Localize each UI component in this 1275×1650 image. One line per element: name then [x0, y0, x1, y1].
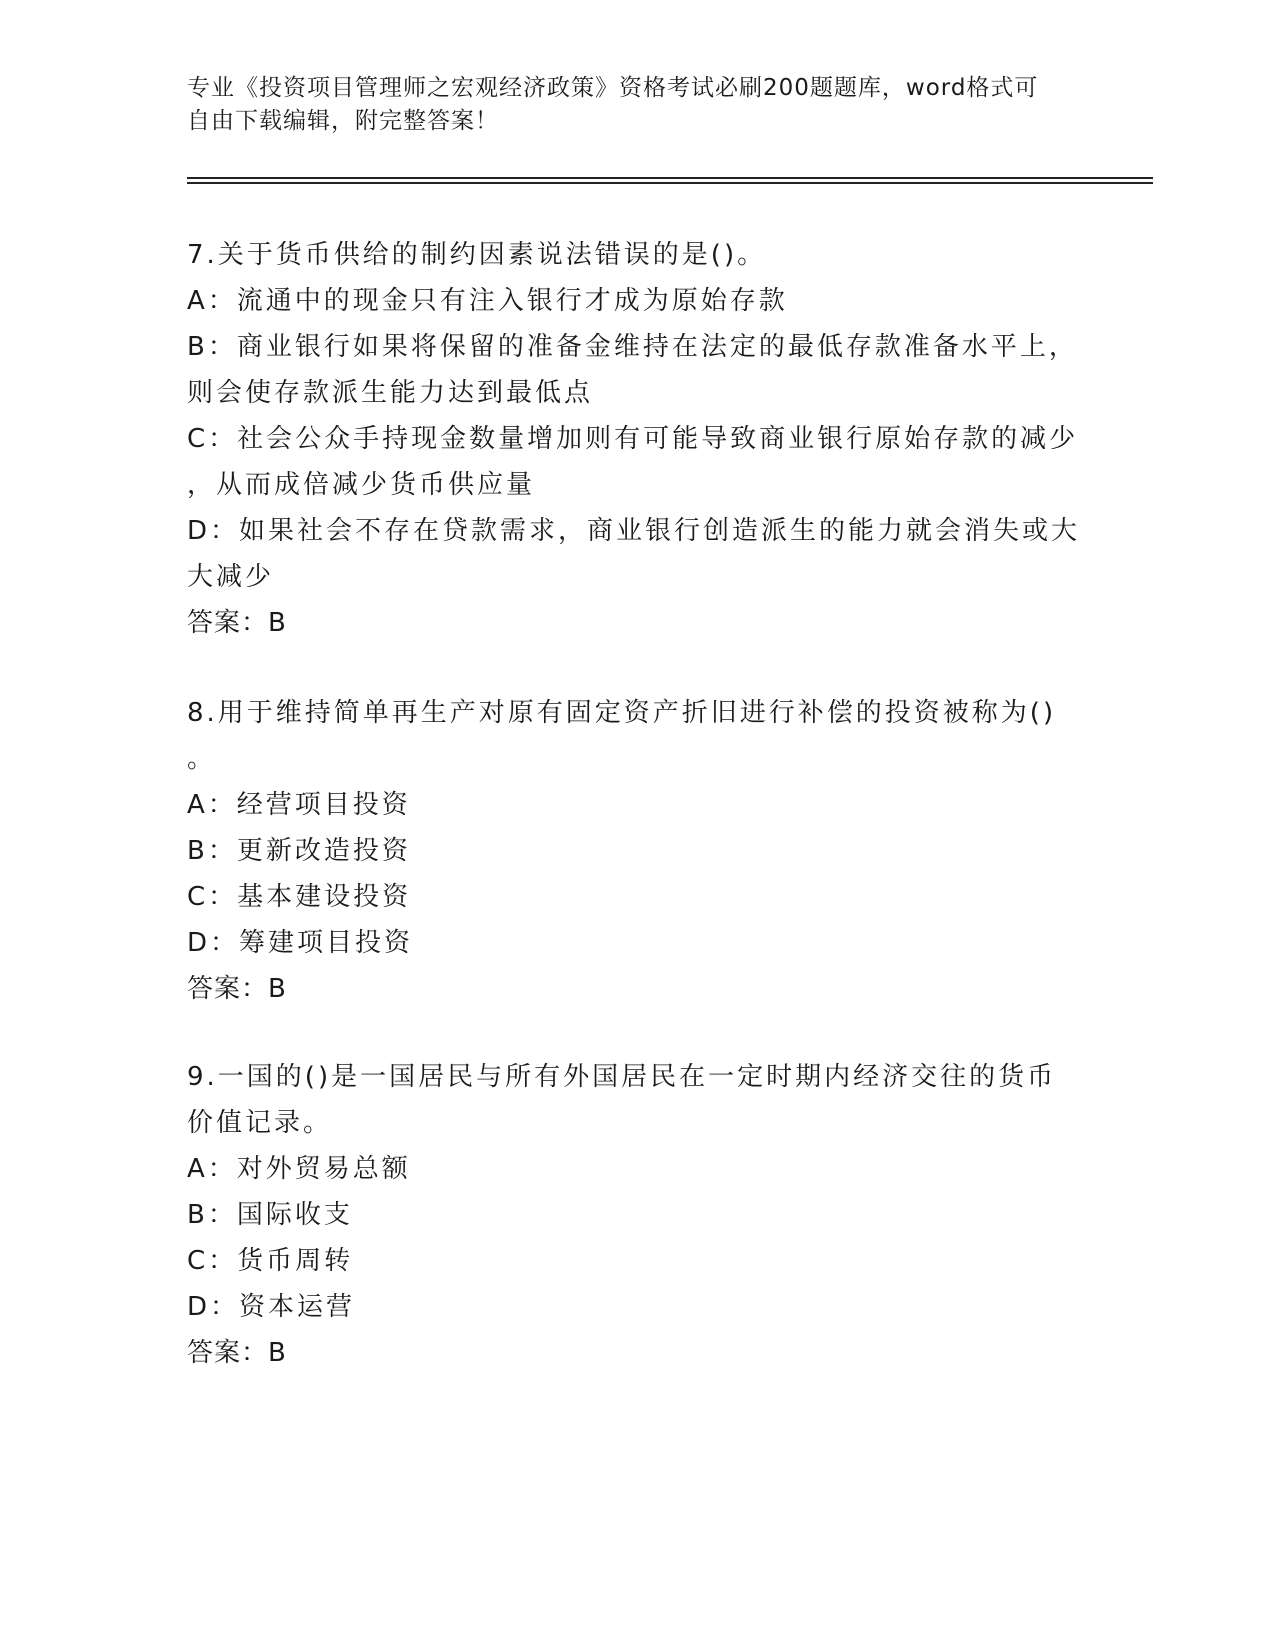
option-c: C：社会公众手持现金数量增加则有可能导致商业银行原始存款的减少 — [187, 424, 1079, 454]
answer-label: 答案：B — [187, 608, 287, 638]
option-d: D：筹建项目投资 — [187, 928, 414, 958]
document-header — [187, 72, 1087, 138]
question-8 — [187, 690, 1087, 1012]
option-b: B：更新改造投资 — [187, 836, 411, 866]
option-c: C：货币周转 — [187, 1246, 354, 1276]
option-a: A：流通中的现金只有注入银行才成为原始存款 — [187, 286, 788, 316]
option-d: D：如果社会不存在贷款需求，商业银行创造派生的能力就会消失或大 — [187, 516, 1081, 546]
option-c: C：基本建设投资 — [187, 882, 412, 912]
question-stem: 8.用于维持简单再生产对原有固定资产折旧进行补偿的投资被称为() — [187, 698, 1057, 728]
question-stem: 9.一国的()是一国居民与所有外国居民在一定时期内经济交往的货币 — [187, 1062, 1057, 1092]
question-stem-continued: 价值记录。 — [187, 1108, 333, 1138]
header-divider-bottom — [187, 182, 1153, 184]
option-d-continued: 大减少 — [187, 562, 275, 592]
answer-label: 答案：B — [187, 974, 287, 1004]
option-b: B：国际收支 — [187, 1200, 353, 1230]
question-7 — [187, 232, 1087, 646]
header-line-1: 专业《投资项目管理师之宏观经济政策》资格考试必刷200题题库，word格式可 — [187, 75, 1039, 101]
header-line-2: 自由下载编辑，附完整答案！ — [187, 108, 499, 134]
question-stem: 7.关于货币供给的制约因素说法错误的是()。 — [187, 240, 767, 270]
answer-label: 答案：B — [187, 1338, 287, 1368]
option-b-continued: 则会使存款派生能力达到最低点 — [187, 378, 594, 408]
option-a: A：经营项目投资 — [187, 790, 411, 820]
question-9 — [187, 1054, 1087, 1376]
question-stem-continued: 。 — [187, 744, 217, 774]
option-c-continued: ，从而成倍减少货币供应量 — [187, 470, 536, 500]
option-d: D：资本运营 — [187, 1292, 356, 1322]
option-a: A：对外贸易总额 — [187, 1154, 411, 1184]
option-b: B：商业银行如果将保留的准备金维持在法定的最低存款准备水平上， — [187, 332, 1078, 362]
header-divider-top — [187, 177, 1153, 179]
